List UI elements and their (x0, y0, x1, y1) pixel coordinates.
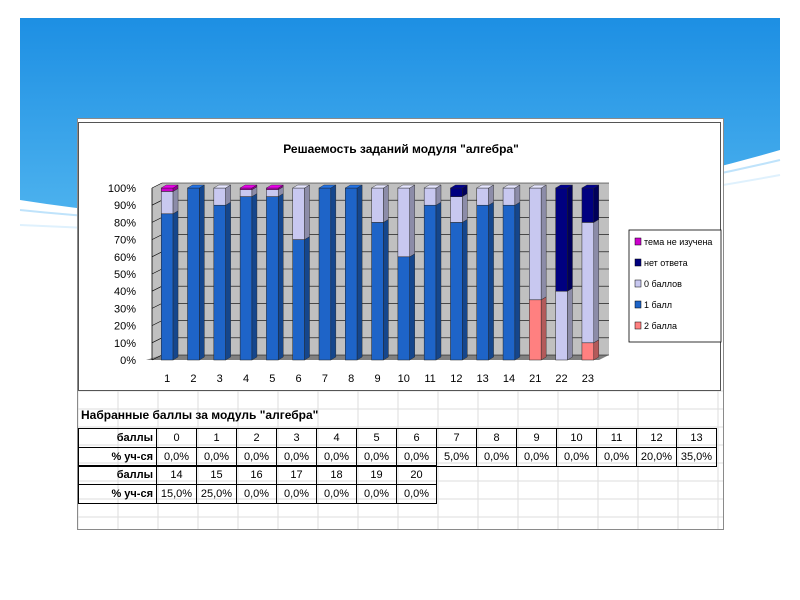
percent-cell: 0,0% (317, 485, 357, 504)
bar-segment (477, 188, 489, 205)
score-cell: 9 (517, 429, 557, 448)
percent-cell: 25,0% (197, 485, 237, 504)
percent-cell: 0,0% (157, 448, 197, 467)
y-tick-label: 60% (113, 251, 136, 264)
legend (629, 230, 721, 342)
bar-side (489, 185, 494, 205)
legend-label: 1 балл (644, 300, 672, 310)
x-tick-label: 3 (216, 373, 223, 385)
percent-cell: 0,0% (557, 448, 597, 467)
legend-swatch (635, 259, 641, 266)
percent-cell: 20,0% (637, 448, 677, 467)
bar-side (567, 185, 572, 291)
bar-segment (424, 188, 436, 205)
score-cell: 13 (677, 429, 717, 448)
score-cell: 3 (277, 429, 317, 448)
percent-cell: 0,0% (357, 485, 397, 504)
bar-segment (214, 188, 226, 205)
bar-segment (161, 214, 173, 360)
percent-cell: 0,0% (597, 448, 637, 467)
bar-side (436, 185, 441, 205)
bar-side (173, 211, 178, 360)
legend-label: 0 баллов (644, 279, 682, 289)
legend-swatch (635, 301, 641, 308)
bar-side (226, 202, 231, 360)
bar-segment (398, 257, 410, 360)
row-header-scores: баллы (79, 429, 157, 448)
bar-side (594, 185, 599, 222)
legend-swatch (635, 280, 641, 287)
score-cell: 19 (357, 466, 397, 485)
percent-cell: 0,0% (197, 448, 237, 467)
bar-segment (345, 188, 357, 360)
bar-side (305, 185, 310, 240)
score-cell: 17 (277, 466, 317, 485)
bar-side (541, 185, 546, 300)
score-cell: 1 (197, 429, 237, 448)
row-header-percent: % уч-ся (79, 448, 157, 467)
table-row (79, 448, 717, 467)
scores-table-2 (78, 465, 437, 504)
bar-side (383, 185, 388, 222)
bar-segment (293, 240, 305, 360)
x-tick-label: 8 (348, 373, 355, 385)
bar-segment (503, 205, 515, 360)
bar-side (567, 288, 572, 360)
percent-cell: 0,0% (477, 448, 517, 467)
x-tick-label: 10 (397, 373, 410, 385)
chart (79, 123, 722, 392)
chart-title: Решаемость заданий модуля "алгебра" (283, 142, 519, 156)
bar-segment (372, 222, 384, 360)
y-tick-label: 0% (120, 355, 136, 367)
x-tick-label: 9 (374, 373, 381, 385)
bar-side (410, 254, 415, 360)
bar-segment (529, 300, 541, 360)
bar-side (252, 194, 257, 360)
percent-cell: 0,0% (317, 448, 357, 467)
bar-segment (293, 188, 305, 240)
bar-segment (372, 188, 384, 222)
x-tick-label: 13 (476, 373, 489, 385)
bar-side (594, 219, 599, 342)
bar-segment (398, 188, 410, 257)
y-tick-label: 30% (113, 303, 136, 316)
score-cell: 18 (317, 466, 357, 485)
bar-segment (266, 197, 278, 360)
bar-segment (529, 188, 541, 300)
bar-side (305, 237, 310, 360)
bar-segment (240, 197, 252, 360)
x-tick-label: 1 (164, 373, 171, 385)
bar-side (515, 202, 520, 360)
bar-segment (214, 205, 226, 360)
y-tick-label: 80% (113, 217, 136, 230)
bar-side (199, 185, 204, 360)
bar-segment (424, 205, 436, 360)
percent-cell: 15,0% (157, 485, 197, 504)
chart-frame (78, 122, 721, 391)
bar-side (226, 185, 231, 205)
table-row (79, 466, 437, 485)
x-tick-label: 22 (555, 373, 568, 385)
bar-side (357, 185, 362, 360)
legend-label: тема не изучена (644, 237, 713, 247)
x-tick-label: 6 (295, 373, 302, 385)
bar-segment (503, 188, 515, 205)
table-title: Набранные баллы за модуль "алгебра" (81, 408, 319, 422)
percent-cell: 35,0% (677, 448, 717, 467)
score-cell: 15 (197, 466, 237, 485)
bar-side (331, 185, 336, 360)
y-tick-label: 20% (113, 320, 136, 333)
bar-side (462, 219, 467, 360)
score-cell: 16 (237, 466, 277, 485)
x-tick-label: 7 (321, 373, 328, 385)
legend-label: нет ответа (644, 258, 688, 268)
y-tick-label: 10% (113, 337, 136, 350)
percent-cell: 5,0% (437, 448, 477, 467)
row-header-percent: % уч-ся (79, 485, 157, 504)
bar-segment (582, 188, 594, 222)
x-tick-label: 5 (269, 373, 276, 385)
bar-segment (266, 188, 278, 190)
score-cell: 11 (597, 429, 637, 448)
x-tick-label: 21 (529, 373, 542, 385)
bar-side (541, 297, 546, 360)
bar-side (383, 219, 388, 360)
percent-cell: 0,0% (517, 448, 557, 467)
bar-segment (240, 188, 252, 190)
y-tick-label: 40% (113, 286, 136, 299)
score-cell: 2 (237, 429, 277, 448)
bar-side (515, 185, 520, 205)
bar-side (436, 202, 441, 360)
bar-segment (450, 222, 462, 360)
score-cell: 7 (437, 429, 477, 448)
bar-side (278, 194, 283, 360)
bar-segment (266, 190, 278, 197)
bar-segment (319, 188, 331, 360)
percent-cell: 0,0% (237, 448, 277, 467)
y-tick-label: 90% (113, 200, 136, 213)
percent-cell: 0,0% (237, 485, 277, 504)
bar-side (462, 194, 467, 223)
bar-segment (450, 197, 462, 223)
spreadsheet-image (77, 118, 724, 530)
y-tick-label: 70% (113, 234, 136, 247)
bar-segment (582, 343, 594, 360)
percent-cell: 0,0% (357, 448, 397, 467)
score-cell: 6 (397, 429, 437, 448)
bar-side (594, 340, 599, 360)
percent-cell: 0,0% (277, 485, 317, 504)
bar-segment (556, 188, 568, 291)
scores-table-1 (78, 428, 717, 467)
score-cell: 5 (357, 429, 397, 448)
bar-segment (556, 291, 568, 360)
x-tick-label: 11 (424, 373, 436, 385)
table-row (79, 485, 437, 504)
legend-swatch (635, 238, 641, 245)
x-tick-label: 4 (242, 373, 250, 385)
score-cell: 12 (637, 429, 677, 448)
bar-segment (477, 205, 489, 360)
bar-segment (161, 188, 173, 191)
score-cell: 4 (317, 429, 357, 448)
bar-side (489, 202, 494, 360)
y-tick-label: 100% (107, 183, 136, 195)
bar-segment (582, 222, 594, 342)
bar-side (173, 188, 178, 213)
table-row (79, 429, 717, 448)
score-cell: 8 (477, 429, 517, 448)
legend-swatch (635, 322, 641, 329)
x-tick-label: 12 (450, 373, 463, 385)
bar-segment (188, 188, 200, 360)
bar-side (410, 185, 415, 257)
score-cell: 0 (157, 429, 197, 448)
y-tick-label: 50% (113, 269, 136, 281)
row-header-scores: баллы (79, 466, 157, 485)
bar-segment (161, 191, 173, 213)
percent-cell: 0,0% (397, 448, 437, 467)
x-tick-label: 14 (502, 373, 516, 385)
score-cell: 14 (157, 466, 197, 485)
bar-segment (240, 190, 252, 197)
percent-cell: 0,0% (397, 485, 437, 504)
percent-cell: 0,0% (277, 448, 317, 467)
score-cell: 20 (397, 466, 437, 485)
legend-label: 2 балла (644, 321, 677, 331)
score-cell: 10 (557, 429, 597, 448)
bar-segment (450, 188, 462, 197)
x-tick-label: 2 (190, 373, 197, 385)
x-tick-label: 23 (581, 373, 594, 385)
